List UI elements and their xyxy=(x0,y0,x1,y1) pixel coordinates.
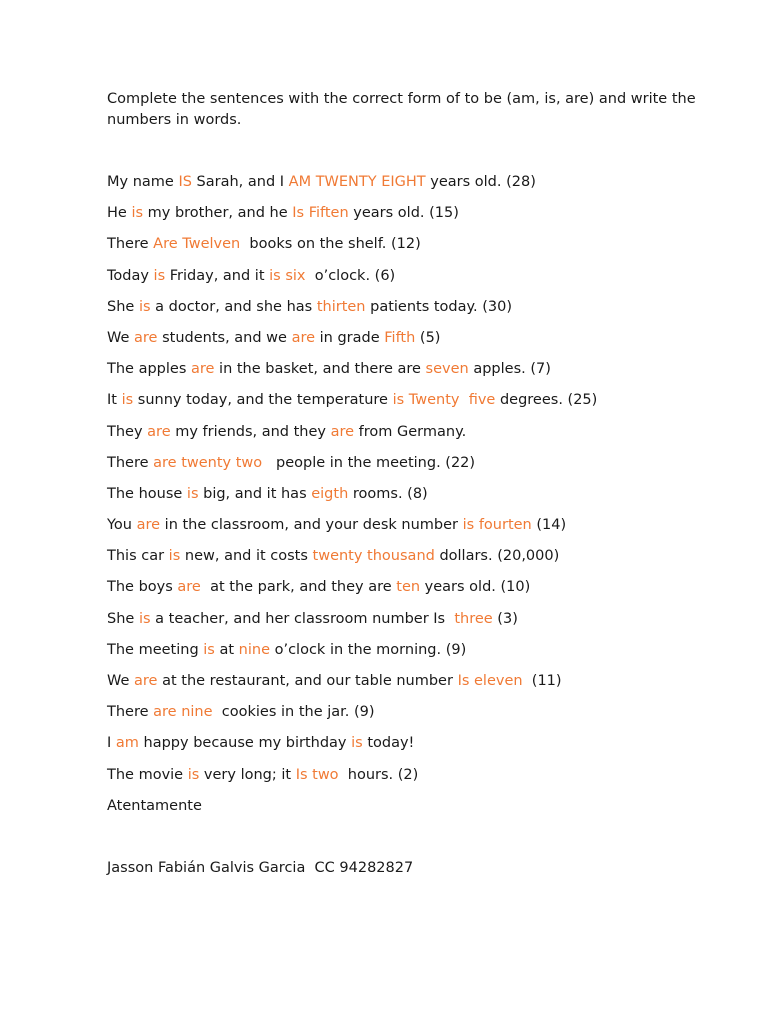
answer-text: are xyxy=(136,517,161,534)
answer-text: twenty thousand xyxy=(312,548,435,565)
sentence-text: My name xyxy=(107,174,179,190)
sentence-text: in the basket, and there are xyxy=(214,361,426,378)
answer-text: is xyxy=(186,485,199,502)
sentence-text: in grade xyxy=(315,329,385,346)
sentence-10 xyxy=(107,453,707,484)
sentence-16 xyxy=(107,640,707,671)
answer-text: is xyxy=(121,392,134,409)
sentence-text: There xyxy=(107,454,154,471)
answer-text: Is Fiften xyxy=(292,205,349,222)
sentence-18 xyxy=(107,702,707,733)
sentence-text: new, and it costs xyxy=(180,548,313,565)
sentence-5 xyxy=(107,297,707,328)
answer-text: are xyxy=(134,329,158,346)
sentence-list xyxy=(107,172,707,796)
sentence-text: from Germany. xyxy=(354,423,467,440)
sentence-text: dollars. (20,000) xyxy=(434,548,560,565)
answer-text: Are Twelven xyxy=(153,236,241,253)
sentence-text: at xyxy=(214,641,239,658)
sentence-text: He xyxy=(107,205,132,222)
answer-text: seven xyxy=(425,361,469,378)
sentence-text: There xyxy=(107,236,154,253)
sentence-text: a teacher, and her classroom number Is xyxy=(150,610,455,627)
sentence-text: students, and we xyxy=(157,329,292,346)
sentence-text: happy because my birthday xyxy=(138,735,352,752)
answer-text: Fifth xyxy=(384,329,416,346)
sentence-12 xyxy=(107,515,707,546)
sentence-text: The boys xyxy=(107,579,178,596)
sentence-20 xyxy=(107,765,707,796)
answer-text: is xyxy=(187,766,200,783)
sentence-text: at the restaurant, and our table number xyxy=(157,673,458,689)
sentence-text: o’clock. (6) xyxy=(305,267,396,284)
sentence-text: hours. (2) xyxy=(338,766,419,783)
sentence-19 xyxy=(107,733,707,764)
sentence-text: my friends, and they xyxy=(170,423,331,440)
answer-text: are xyxy=(330,423,355,440)
sentence-text: apples. (7) xyxy=(468,361,551,378)
answer-text: IS xyxy=(178,174,192,190)
answer-text: is xyxy=(168,548,181,565)
sentence-text: people in the meeting. (22) xyxy=(262,454,476,471)
sentence-text: Sarah, and I xyxy=(191,174,289,190)
sentence-text: years old. (28) xyxy=(425,174,536,190)
sentence-text: She xyxy=(107,610,139,627)
sentence-text: The movie xyxy=(107,766,188,783)
answer-text: nine xyxy=(238,641,270,658)
sentence-text: They xyxy=(107,423,148,440)
sentence-text: The meeting xyxy=(107,641,204,658)
sentence-text: Today xyxy=(107,267,154,284)
sentence-text: books on the shelf. (12) xyxy=(240,236,421,253)
closing-text: Atentamente xyxy=(107,797,202,814)
instructions-text: Complete the sentences with the correct form of to be (am, is, are) and write the numbers in words. xyxy=(107,91,696,128)
sentence-text: my brother, and he xyxy=(143,205,293,222)
sentence-text: We xyxy=(107,329,135,346)
sentence-text: (3) xyxy=(492,610,518,627)
answer-text: thirten xyxy=(316,298,366,315)
sentence-4 xyxy=(107,266,707,297)
answer-text: is xyxy=(351,735,363,752)
sentence-text: You xyxy=(107,517,137,534)
sentence-text: in the classroom, and your desk number xyxy=(160,517,463,534)
sentence-3 xyxy=(107,234,707,265)
sentence-text: (5) xyxy=(415,329,441,346)
answer-text: is six xyxy=(269,267,306,284)
sentence-text: The apples xyxy=(107,361,191,378)
answer-text: is Twenty five xyxy=(392,392,496,409)
sentence-17 xyxy=(107,671,707,702)
answer-text: is xyxy=(131,205,144,222)
sentence-text: Friday, and it xyxy=(165,267,270,284)
sentence-text: We xyxy=(107,673,135,689)
sentence-text: rooms. (8) xyxy=(348,485,428,502)
sentence-text: She xyxy=(107,298,139,315)
answer-text: AM TWENTY EIGHT xyxy=(288,174,426,190)
sentence-15 xyxy=(107,609,707,640)
sentence-text: I xyxy=(107,735,116,752)
answer-text: am xyxy=(115,735,139,752)
sentence-text: degrees. (25) xyxy=(495,392,598,409)
sentence-text: o’clock in the morning. (9) xyxy=(270,641,467,658)
sentence-14 xyxy=(107,577,707,608)
sentence-text: There xyxy=(107,704,154,721)
sentence-11 xyxy=(107,484,707,515)
sentence-7 xyxy=(107,359,707,390)
answer-text: ten xyxy=(396,579,421,596)
signature-text: Jasson Fabián Galvis Garcia CC 94282827 xyxy=(107,859,414,876)
answer-text: are xyxy=(177,579,201,596)
answer-text: are xyxy=(134,673,158,689)
sentence-text: patients today. (30) xyxy=(365,298,513,315)
sentence-9 xyxy=(107,422,707,453)
answer-text: is xyxy=(203,641,215,658)
sentence-text: This car xyxy=(107,548,169,565)
sentence-2 xyxy=(107,203,707,234)
answer-text: is xyxy=(153,267,166,284)
sentence-text: a doctor, and she has xyxy=(150,298,317,315)
answer-text: Is eleven xyxy=(457,673,523,689)
sentence-text: big, and it has xyxy=(198,485,312,502)
answer-text: are xyxy=(190,361,215,378)
document-page xyxy=(107,89,707,879)
sentence-text: very long; it xyxy=(199,766,296,783)
sentence-text: sunny today, and the temperature xyxy=(133,392,393,409)
sentence-6 xyxy=(107,328,707,359)
answer-text: are xyxy=(147,423,171,440)
answer-text: is fourten xyxy=(462,517,532,534)
answer-text: eigth xyxy=(311,485,349,502)
sentence-text: (14) xyxy=(531,517,567,534)
sentence-8 xyxy=(107,390,707,421)
sentence-text: cookies in the jar. (9) xyxy=(212,704,375,721)
answer-text: Is two xyxy=(295,766,339,783)
sentence-text: years old. (15) xyxy=(348,205,459,222)
sentence-text: today! xyxy=(362,735,415,752)
answer-text: are twenty two xyxy=(153,454,263,471)
answer-text: is xyxy=(138,610,151,627)
answer-text: three xyxy=(454,610,493,627)
answer-text: are xyxy=(291,329,316,346)
sentence-text: years old. (10) xyxy=(420,579,531,596)
sentence-text: The house xyxy=(107,485,187,502)
sentence-text: at the park, and they are xyxy=(200,579,397,596)
sentence-text: It xyxy=(107,392,122,409)
answer-text: is xyxy=(138,298,151,315)
sentence-1 xyxy=(107,172,707,203)
sentence-13 xyxy=(107,546,707,577)
sentence-text: (11) xyxy=(522,673,562,689)
answer-text: are nine xyxy=(153,704,213,721)
